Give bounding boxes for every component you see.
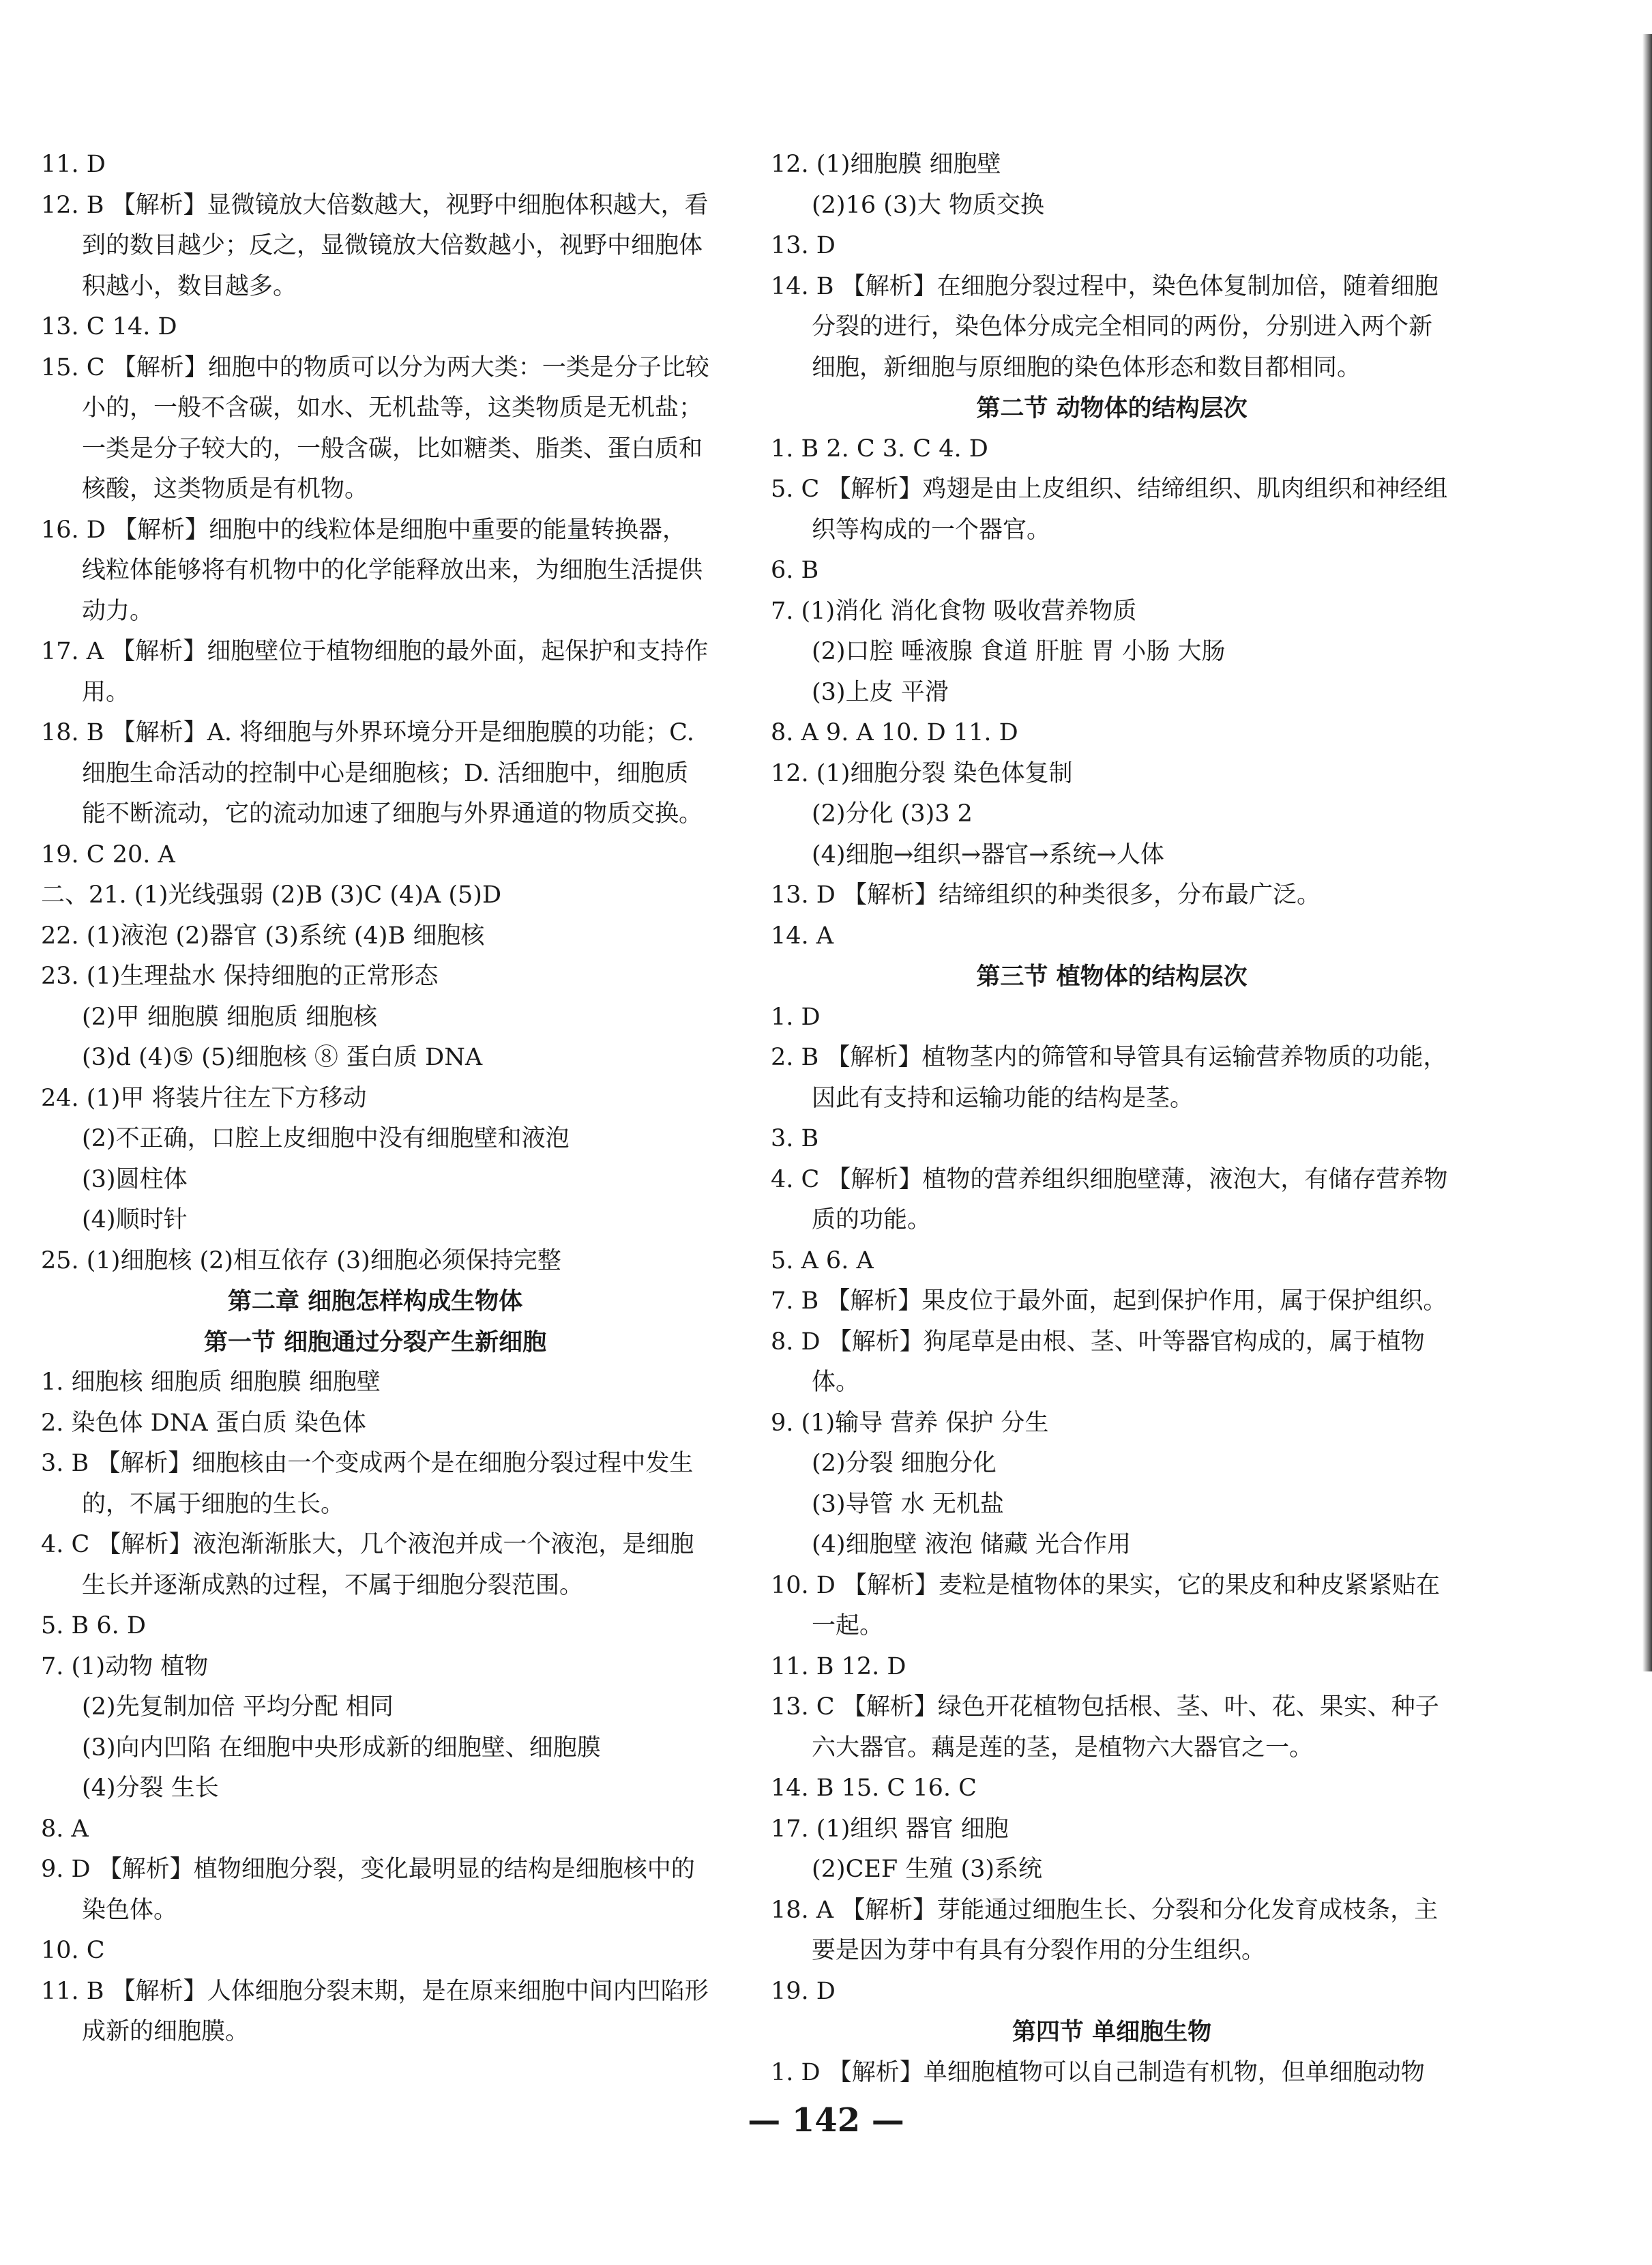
answer-line: 24. (1)甲 将装片往左下方移动 <box>41 1084 367 1112</box>
answer-line: 18. B 【解析】A. 将细胞与外界环境分开是细胞膜的功能；C. 细胞生命活动的控制中心是细胞核；D. 活细胞中，细胞质能不断流动，它的流动加速了细胞与外界通道的物质交换。 <box>41 719 703 828</box>
answer-line: (2)CEF 生殖 (3)系统 <box>812 1856 1043 1883</box>
answer-line: 6. B <box>771 557 819 584</box>
answer-line: (3)导管 水 无机盐 <box>812 1490 1004 1518</box>
answer-line: 1. D 【解析】单细胞植物可以自己制造有机物，但单细胞动物 <box>771 2058 1425 2086</box>
section-heading: 第一节 细胞通过分裂产生新细胞 <box>203 1328 547 1356</box>
answer-line: (2)口腔 唾液腺 食道 肝脏 胃 小肠 大肠 <box>812 638 1226 665</box>
answer-line: 7. B 【解析】果皮位于最外面，起到保护作用，属于保护组织。 <box>771 1287 1447 1315</box>
answer-line: (2)先复制加倍 平均分配 相同 <box>82 1693 394 1721</box>
answer-line: 11. B 12. D <box>771 1652 906 1680</box>
answer-line: 9. D 【解析】植物细胞分裂，变化最明显的结构是细胞核中的染色体。 <box>41 1856 695 1924</box>
answer-line: 18. A 【解析】芽能通过细胞生长、分裂和分化发育成枝条，主要是因为芽中有具有分裂作用的分生组织。 <box>771 1896 1439 1964</box>
section-heading: 第二章 细胞怎样构成生物体 <box>227 1287 523 1315</box>
answer-line: (3)向内凹陷 在细胞中央形成新的细胞壁、细胞膜 <box>82 1734 601 1762</box>
answer-line: 3. B <box>771 1125 819 1152</box>
answer-line: 5. A 6. A <box>771 1246 874 1274</box>
section-heading: 第四节 单细胞生物 <box>1012 2018 1212 2046</box>
right-column <box>771 145 1453 2093</box>
answer-line: 13. D 【解析】结缔组织的种类很多，分布最广泛。 <box>771 881 1321 909</box>
answer-line: (2)甲 细胞膜 细胞质 细胞核 <box>82 1003 377 1031</box>
answer-line: 10. D 【解析】麦粒是植物体的果实，它的果皮和种皮紧紧贴在一起。 <box>771 1571 1440 1639</box>
answer-line: (3)上皮 平滑 <box>812 678 949 706</box>
answer-line: 14. B 【解析】在细胞分裂过程中，染色体复制加倍，随着细胞分裂的进行，染色体分成完全相同的两份，分别进入两个新细胞，新细胞与原细胞的染色体形态和数目都相同。 <box>771 272 1439 381</box>
answer-line: 23. (1)生理盐水 保持细胞的正常形态 <box>41 963 439 990</box>
answer-line: 14. B 15. C 16. C <box>771 1774 977 1802</box>
answer-line: (4)细胞壁 液泡 储藏 光合作用 <box>812 1531 1131 1558</box>
answer-line: 10. C <box>41 1937 105 1964</box>
answer-line: (2)分裂 细胞分化 <box>812 1450 997 1477</box>
answer-line: 1. B 2. C 3. C 4. D <box>771 435 988 463</box>
answer-line: 2. B 【解析】植物茎内的筛管和导管具有运输营养物质的功能，因此有支持和运输功能的结构是茎。 <box>771 1044 1447 1112</box>
left-column <box>41 145 709 2053</box>
answer-line: (2)不正确，口腔上皮细胞中没有细胞壁和液泡 <box>82 1125 570 1152</box>
answer-line: 15. C 【解析】细胞中的物质可以分为两大类：一类是分子比较小的，一般不含碳，如水、无机盐等，这类物质是无机盐；一类是分子较大的，一般含碳，比如糖类、脂类、蛋白质和核酸，这类物质是有机物。 <box>41 353 709 503</box>
answer-line: 8. A 9. A 10. D 11. D <box>771 719 1018 746</box>
answer-line: 3. B 【解析】细胞核由一个变成两个是在细胞分裂过程中发生的，不属于细胞的生长。 <box>41 1450 694 1518</box>
answer-line: (2)16 (3)大 物质交换 <box>812 191 1044 219</box>
answer-line: (4)细胞→组织→器官→系统→人体 <box>812 841 1164 868</box>
answer-line: 11. D <box>41 151 106 178</box>
answer-line: 13. C 14. D <box>41 313 177 340</box>
answer-line: 1. 细胞核 细胞质 细胞膜 细胞壁 <box>41 1369 381 1396</box>
answer-line: 1. D <box>771 1003 821 1031</box>
answer-line: 7. (1)消化 消化食物 吸收营养物质 <box>771 597 1137 625</box>
answer-line: 19. D <box>771 1977 836 2005</box>
answer-line: (3)d (4)⑤ (5)细胞核 ⑧ 蛋白质 DNA <box>82 1044 483 1071</box>
answer-line: (4)分裂 生长 <box>82 1774 219 1802</box>
answer-line: 7. (1)动物 植物 <box>41 1652 209 1680</box>
answer-line: (4)顺时针 <box>82 1206 188 1233</box>
answer-line: 4. C 【解析】液泡渐渐胀大，几个液泡并成一个液泡，是细胞生长并逐渐成熟的过程，不属于细胞分裂范围。 <box>41 1531 694 1599</box>
answer-line: 8. A <box>41 1815 89 1843</box>
answer-line: 2. 染色体 DNA 蛋白质 染色体 <box>41 1409 366 1437</box>
answer-line: 12. (1)细胞分裂 染色体复制 <box>771 759 1073 787</box>
page-number: — 142 — <box>748 2101 904 2139</box>
answer-line: 12. B 【解析】显微镜放大倍数越大，视野中细胞体积越大，看到的数目越少；反之，显微镜放大倍数越小，视野中细胞体积越小，数目越多。 <box>41 191 709 300</box>
answer-line: 9. (1)输导 营养 保护 分生 <box>771 1409 1049 1437</box>
answer-line: 19. C 20. A <box>41 841 175 868</box>
section-heading: 第二节 动物体的结构层次 <box>976 394 1248 422</box>
answer-line: 13. C 【解析】绿色开花植物包括根、茎、叶、花、果实、种子六大器官。藕是莲的茎，是植物六大器官之一。 <box>771 1693 1439 1762</box>
answer-line: 5. B 6. D <box>41 1612 146 1639</box>
answer-line: 8. D 【解析】狗尾草是由根、茎、叶等器官构成的，属于植物体。 <box>771 1328 1425 1396</box>
answer-line: 22. (1)液泡 (2)器官 (3)系统 (4)B 细胞核 <box>41 922 485 950</box>
page-edge-shadow <box>1642 34 1652 1671</box>
answer-line: 17. (1)组织 器官 细胞 <box>771 1815 1009 1843</box>
answer-line: 11. B 【解析】人体细胞分裂末期，是在原来细胞中间内凹陷形成新的细胞膜。 <box>41 1977 709 2045</box>
answer-line: 25. (1)细胞核 (2)相互依存 (3)细胞必须保持完整 <box>41 1246 561 1274</box>
answer-line: 16. D 【解析】细胞中的线粒体是细胞中重要的能量转换器，线粒体能够将有机物中的化学能释放出来，为细胞生活提供动力。 <box>41 516 703 625</box>
answer-line: 17. A 【解析】细胞壁位于植物细胞的最外面，起保护和支持作用。 <box>41 638 709 706</box>
answer-line: (3)圆柱体 <box>82 1165 188 1193</box>
answer-line: 13. D <box>771 232 836 259</box>
answer-line: 4. C 【解析】植物的营养组织细胞壁薄，液泡大，有储存营养物质的功能。 <box>771 1165 1448 1233</box>
answer-line: 二、21. (1)光线强弱 (2)B (3)C (4)A (5)D <box>41 881 502 909</box>
answer-line: 14. A <box>771 922 834 950</box>
answer-line: 12. (1)细胞膜 细胞壁 <box>771 151 1001 178</box>
answer-line: 5. C 【解析】鸡翅是由上皮组织、结缔组织、肌肉组织和神经组织等构成的一个器官。 <box>771 476 1448 544</box>
section-heading: 第三节 植物体的结构层次 <box>976 963 1248 991</box>
answer-line: (2)分化 (3)3 2 <box>812 800 973 828</box>
